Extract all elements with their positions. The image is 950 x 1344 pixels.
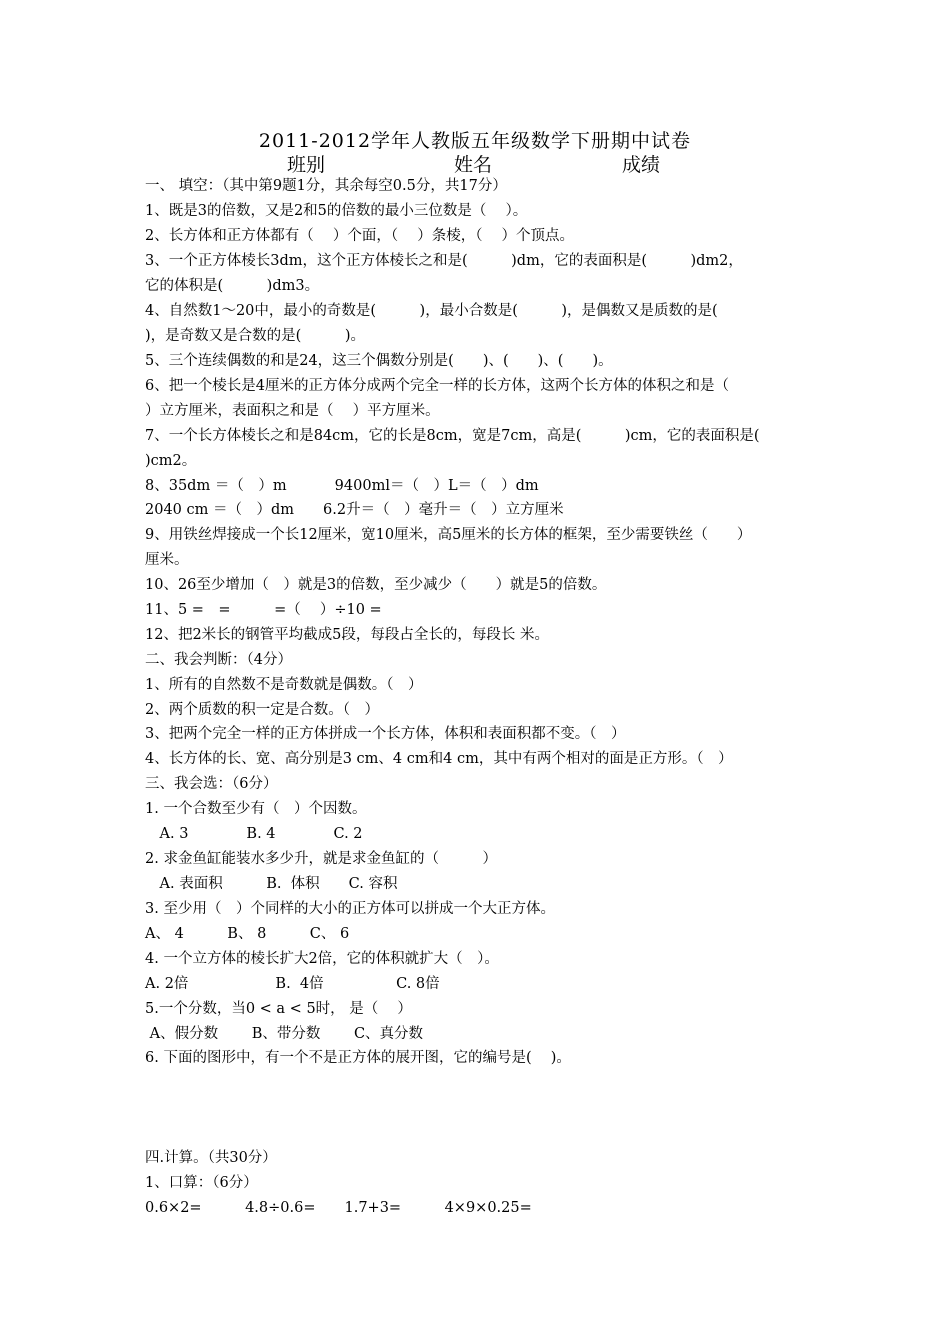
option-line: A. 表面积 B. 体积 C. 容积 [145, 876, 398, 892]
question-line: 6. 下面的图形中，有一个不是正方体的展开图，它的编号是( )。 [145, 1050, 571, 1066]
section-3-heading: 三、我会选：（6分） [145, 776, 278, 792]
question-line: )，是奇数又是合数的是( )。 [145, 328, 365, 344]
calculation-line: 0.6×2= 4.8÷0.6= 1.7+3= 4×9×0.25= [145, 1200, 532, 1216]
question-line: 它的体积是( )dm3。 [145, 278, 320, 294]
question-line: 6、把一个棱长是4厘米的正方体分成两个完全一样的长方体，这两个长方体的体积之和是（ [145, 378, 729, 394]
question-line: 3. 至少用（ ）个同样的大小的正方体可以拼成一个大正方体。 [145, 901, 555, 917]
question-line: )cm2。 [145, 453, 197, 469]
question-line: 2、两个质数的积一定是合数。（ ） [145, 702, 379, 718]
student-info-row [0, 150, 950, 176]
option-line: A. 2倍 B. 4倍 C. 8倍 [145, 976, 440, 992]
question-line: 厘米。 [145, 552, 189, 568]
question-line: 3、把两个完全一样的正方体拼成一个长方体，体积和表面积都不变。（ ） [145, 726, 626, 742]
question-line: 8、35dm ＝（ ）m 9400ml＝（ ）L＝（ ）dm [145, 478, 539, 494]
question-line: 1、口算：（6分） [145, 1175, 258, 1191]
class-label: 班别 [287, 154, 326, 176]
question-line: 4、自然数1～20中，最小的奇数是( )，最小合数是( )，是偶数又是质数的是( [145, 303, 718, 319]
question-line: 5、三个连续偶数的和是24，这三个偶数分别是( )、( )、( )。 [145, 353, 613, 369]
question-line: 1、既是3的倍数，又是2和5的倍数的最小三位数是（ ）。 [145, 203, 528, 219]
option-line: A、 4 B、 8 C、 6 [145, 926, 350, 942]
name-label: 姓名 [454, 154, 493, 176]
question-line: 4. 一个立方体的棱长扩大2倍，它的体积就扩大（ ）。 [145, 951, 499, 967]
question-line: 2、长方体和正方体都有（ ）个面，（ ）条棱，（ ）个顶点。 [145, 228, 575, 244]
score-label: 成绩 [622, 154, 661, 176]
question-line: 2. 求金鱼缸能装水多少升，就是求金鱼缸的（ ） [145, 851, 497, 867]
section-2-heading: 二、我会判断：（4分） [145, 652, 292, 668]
section-1-heading: 一、 填空：（其中第9题1分，其余每空0.5分，共17分） [145, 178, 507, 194]
question-line: 1. 一个合数至少有（ ）个因数。 [145, 801, 367, 817]
option-line: A、假分数 B、带分数 C、真分数 [145, 1026, 424, 1042]
question-line: ）立方厘米，表面积之和是（ ）平方厘米。 [145, 403, 440, 419]
question-line: 4、长方体的长、宽、高分别是3 cm、4 cm和4 cm，其中有两个相对的面是正方形。（ ） [145, 751, 733, 767]
option-line: A. 3 B. 4 C. 2 [145, 826, 363, 842]
question-line: 10、26至少增加（ ）就是3的倍数，至少减少（ ）就是5的倍数。 [145, 577, 607, 593]
question-line: 1、所有的自然数不是奇数就是偶数。（ ） [145, 677, 423, 693]
question-line: 11、5 = = =（ ）÷10 = [145, 602, 382, 618]
exam-title: 2011-2012学年人教版五年级数学下册期中试卷 [258, 130, 692, 152]
section-4-heading: 四.计算。（共30分） [145, 1150, 277, 1166]
question-line: 9、用铁丝焊接成一个长12厘米，宽10厘米，高5厘米的长方体的框架，至少需要铁丝（ ） [145, 527, 752, 543]
question-line: 5.一个分数，当0 < a < 5时， 是（ ） [145, 1001, 412, 1017]
question-line: 7、一个长方体棱长之和是84cm，它的长是8cm，宽是7cm，高是( )cm，它的表面积是( [145, 428, 760, 444]
question-line: 2040 cm ＝（ ）dm 6.2升＝（ ）毫升＝（ ）立方厘米 [145, 502, 564, 518]
question-line: 12、把2米长的钢管平均截成5段，每段占全长的，每段长 米。 [145, 627, 550, 643]
question-line: 3、一个正方体棱长3dm，这个正方体棱长之和是( )dm，它的表面积是( )dm2， [145, 253, 743, 269]
